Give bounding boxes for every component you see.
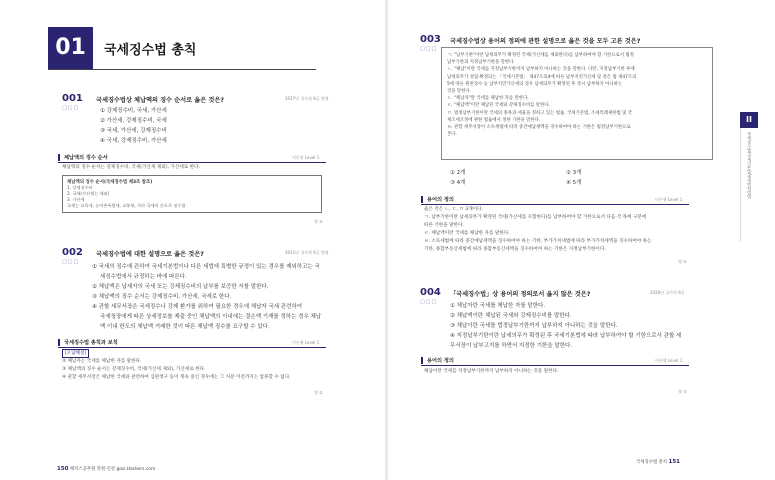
- q002-number: 002: [62, 247, 83, 258]
- answer-rule: [58, 162, 326, 163]
- q004-option[interactable]: ② 체납액이란 체납된 국세와 강제징수비를 말한다.: [450, 313, 572, 319]
- statement-line: 것을 말한다.: [447, 89, 471, 95]
- q003-number: 003: [420, 34, 441, 45]
- q004-answer-head: 용어의 정의: [421, 357, 454, 364]
- statement-line: 제조세조정에 관한 법률에서 정한 기한을 말한다.: [447, 117, 541, 123]
- statement-line: 본다.: [447, 132, 457, 138]
- statement-line: 납세의무가 성립·확정되는 「국세기본법」 제47조의4에 따른 납부지연가산세 및 같은 법 제47조의: [447, 74, 637, 80]
- q001-checkboxes[interactable]: □□□: [62, 105, 80, 111]
- q001-answer-text: 체납액의 징수 순서는 강제징수비, 국세(가산세 제외), 가산세로 한다.: [62, 165, 201, 170]
- q002-option[interactable]: ④ 관할 세무서장은 국세징수나 강제 환가를 위하여 필요한 경우에 체납자 국세 관련하여: [92, 304, 303, 310]
- statement-line: ㅁ. 법정납부기한이란 국세의 종목과 세율을 정하고 있는 법률, 국세기본법, 조세특례제한법 및 국: [447, 110, 632, 116]
- footer-left: [57, 466, 155, 472]
- q003-option[interactable]: ② 3개: [566, 170, 582, 176]
- q001-option[interactable]: ② 가산세, 강제징수비, 국세: [100, 118, 167, 124]
- question-number: [62, 247, 83, 265]
- q003-answer-line: 기한, 종합부동산세법에 따라 종합부동산세액을 징수하여야 하는 기한은 지정납부기한이다.: [424, 247, 606, 252]
- q004-option[interactable]: ④ 지정납부기한이란 납세의무가 확정된 후 국세기본법에 따라 납부하여야 할 기한으로서 관할 세: [450, 333, 682, 339]
- q002-answer-line: ④ 관할 세무서장은 체납한 국세와 관련하여 심판청구 등이 계속 중인 경우에는 그 처분 이전까지는 압류할 수 없다.: [62, 375, 291, 380]
- q003-statements-box: [441, 47, 713, 160]
- q002-answer-sub: [오답해설]: [62, 349, 89, 358]
- q003-answer-level: 이론형 Level 1: [655, 197, 683, 202]
- q002-answer-head: 국세징수법 총칙과 보칙: [58, 339, 118, 346]
- q002-source: 2011년 국가직 9급 변형: [285, 250, 329, 255]
- q001-option[interactable]: ③ 국세, 가산세, 강제징수비: [100, 128, 167, 134]
- q003-answer-line: ㄱ. 납부기한이란 납세의무가 확정된 국세(가산세를 포함한다)를 납부하여야 할 기한으로서 다음 각 목에 구분에: [424, 215, 647, 220]
- question-number: [420, 287, 441, 305]
- info-box-note: 국세는 교육세, 농어촌특별세, 교통세, 가타 국세의 순으로 징수함: [67, 203, 186, 208]
- q002-correct-answer: 정 ①: [314, 390, 323, 395]
- q004-source: 2020년 국가직 9급: [650, 290, 685, 295]
- q003-answer-line: ㄹ. 체납액이란 국세를 체납한 자를 말한다.: [424, 231, 510, 236]
- q002-option[interactable]: ③ 체납액의 징수 순서는 강제징수비, 가산세, 국세로 한다.: [92, 294, 232, 300]
- q004-answer-text: 체납이란 국세를 지정납부기한까지 납부하지 아니하는 것을 말한다.: [424, 369, 559, 374]
- info-box-line: 1. 강제징수비: [67, 185, 93, 190]
- chapter-title: 국세징수법 총칙: [104, 43, 197, 58]
- q002-checkboxes[interactable]: □□□: [62, 259, 80, 265]
- q002-option[interactable]: ① 국세의 징수에 관하여 국세기본법이나 다른 세법에 특별한 규정이 있는 경우를 제외하고는 국: [92, 264, 320, 270]
- q003-option[interactable]: ① 2개: [450, 170, 466, 176]
- q002-option[interactable]: ② 체납액은 납세자의 국세 또는 강제징수비의 납부를 보증한 자를 말한다.: [92, 284, 269, 290]
- statement-line: ㅂ. 관할 세무서장이 소득세법에 따라 중간예납세액을 징수하여야 하는 기한은 법정납부기한으로: [447, 125, 631, 131]
- q004-option-cont: 무서장이 납부고지를 하면서 지정한 기한을 말한다.: [450, 343, 573, 349]
- q003-answer-line: 따른 기한을 말한다.: [424, 223, 464, 228]
- q001-answer-head: 체납액의 징수 순서: [58, 154, 108, 161]
- q004-checkboxes[interactable]: □□□: [420, 299, 438, 305]
- q001-number: 001: [62, 93, 83, 104]
- chapter-number: 01: [48, 27, 93, 69]
- question-number: [62, 93, 83, 111]
- page-number-left: 150: [57, 466, 69, 472]
- q004-option[interactable]: ③ 체납이란 국세를 법정납부기한까지 납부하지 아니하는 것을 말한다.: [450, 323, 618, 329]
- footer-right: [636, 459, 680, 465]
- statement-line: ㄱ. "납부기한"이란 납세의무가 확정된 국세(가산세를 제외한다)를 납부하여야 할 기한으로서 법정: [447, 53, 634, 58]
- q001-source: 2017년 국가직 9급 변형: [285, 96, 329, 101]
- answer-rule: [421, 204, 689, 205]
- q001-info-box: [62, 175, 322, 213]
- q004-number: 004: [420, 287, 441, 298]
- statement-line: 5에 따른 원천징수 등 납부지연가산세의 경우 납세의무가 확정된 후 즉시 납부하지 아니하는: [447, 81, 623, 87]
- info-box-title: 체납액의 징수 순서(국세징수법 제3조 참조): [67, 180, 153, 185]
- footer-right-text: 국세징수법 총칙: [636, 460, 668, 465]
- q001-correct-answer: 정 ②: [314, 219, 323, 224]
- q002-option-cont: 국세청장에게 따른 상세정보를 제출 중인 체납액의 이내에는 결손액 기재를 정하는 경우 체납: [100, 314, 322, 320]
- footer-left-text: 해커스공무원 학원·인강 gosi.Hackers.com: [69, 467, 156, 472]
- info-box-line: 3. 가산세: [67, 197, 85, 202]
- chapter-tab-label: 국세징수법/국세기본법/조세범처벌법: [747, 132, 752, 199]
- q002-question: 국세징수법에 대한 설명으로 옳은 것은?: [96, 251, 204, 258]
- q001-option[interactable]: ④ 국세, 강제징수비, 가산세: [100, 138, 167, 144]
- q003-answer-line: ㅂ. 소득세법에 따라 중간예납세액을 징수하여야 하는 기한, 부가가치세법에 따라 부가가치세액을 징수하여야 하는: [424, 239, 652, 244]
- chapter-tab-number[interactable]: II: [740, 112, 758, 128]
- q001-option[interactable]: ① 강제징수비, 국세, 가산세: [100, 108, 167, 114]
- statement-line: ㄹ. "체납액"이란 체납된 국세와 강제징수비를 말한다.: [447, 103, 550, 109]
- q002-answer-level: 이론형 Level 1: [292, 340, 320, 345]
- q001-answer-level: 이론형 Level 1: [292, 155, 320, 160]
- q001-question: 국세징수법상 체납액의 징수 순서로 옳은 것은?: [96, 97, 224, 104]
- q003-answer-head: 용어의 정의: [421, 196, 454, 203]
- q004-correct-answer: 정 ③: [678, 389, 687, 394]
- q003-correct-answer: 정 ②: [678, 259, 687, 264]
- statement-line: ㄷ. "체납자"란 국세를 체납한 자를 말한다.: [447, 96, 529, 102]
- answer-rule: [58, 347, 326, 348]
- q003-answer-text: 옳은 것은 ㄴ, ㄷ, ㅁ 3개이다.: [424, 207, 483, 212]
- info-box-line: 2. 국세(가산세는 제외): [67, 191, 110, 196]
- statement-line: ㄴ. "체납"이란 국세를 지정납부기한까지 납부하지 아니하는 것을 말한다. 다만, 지정납부기한 후에: [447, 67, 635, 73]
- left-page: [0, 0, 385, 480]
- statement-line: 납부기한과 지정납부기한을 말한다.: [447, 60, 515, 66]
- q003-question: 국세징수법상 용어의 정의에 관한 설명으로 옳은 것을 모두 고른 것은?: [450, 38, 641, 45]
- q002-answer-line: ② 체납자는 국세를 체납한 자를 말한다.: [62, 359, 142, 364]
- q003-option[interactable]: ④ 5개: [566, 180, 582, 186]
- q002-answer-line: ③ 체납액의 징수 순서는 강제징수비, 국세(가산세 제외), 가산세로 한다.: [62, 367, 206, 372]
- q004-option[interactable]: ① 체납자란 국세를 체납한 자를 말한다.: [450, 303, 546, 309]
- q003-option[interactable]: ③ 4개: [450, 180, 466, 186]
- answer-rule: [421, 365, 689, 366]
- q002-option-cont: 액 이내 한도의 체납액 거래한 것이 따른 체납액 징수를 요구할 수 있다.: [100, 324, 270, 330]
- question-number: [420, 34, 441, 52]
- page-number-right: 151: [668, 459, 680, 465]
- chapter-rule: [48, 69, 316, 70]
- q004-answer-level: 이론형 Level 1: [655, 358, 683, 363]
- q002-option-cont: 세징수법에서 규정하는 바에 따른다.: [100, 274, 187, 280]
- q003-checkboxes[interactable]: □□□: [420, 46, 438, 52]
- q004-question: 「국세징수법」상 용어의 정의로서 옳지 않은 것은?: [450, 291, 591, 298]
